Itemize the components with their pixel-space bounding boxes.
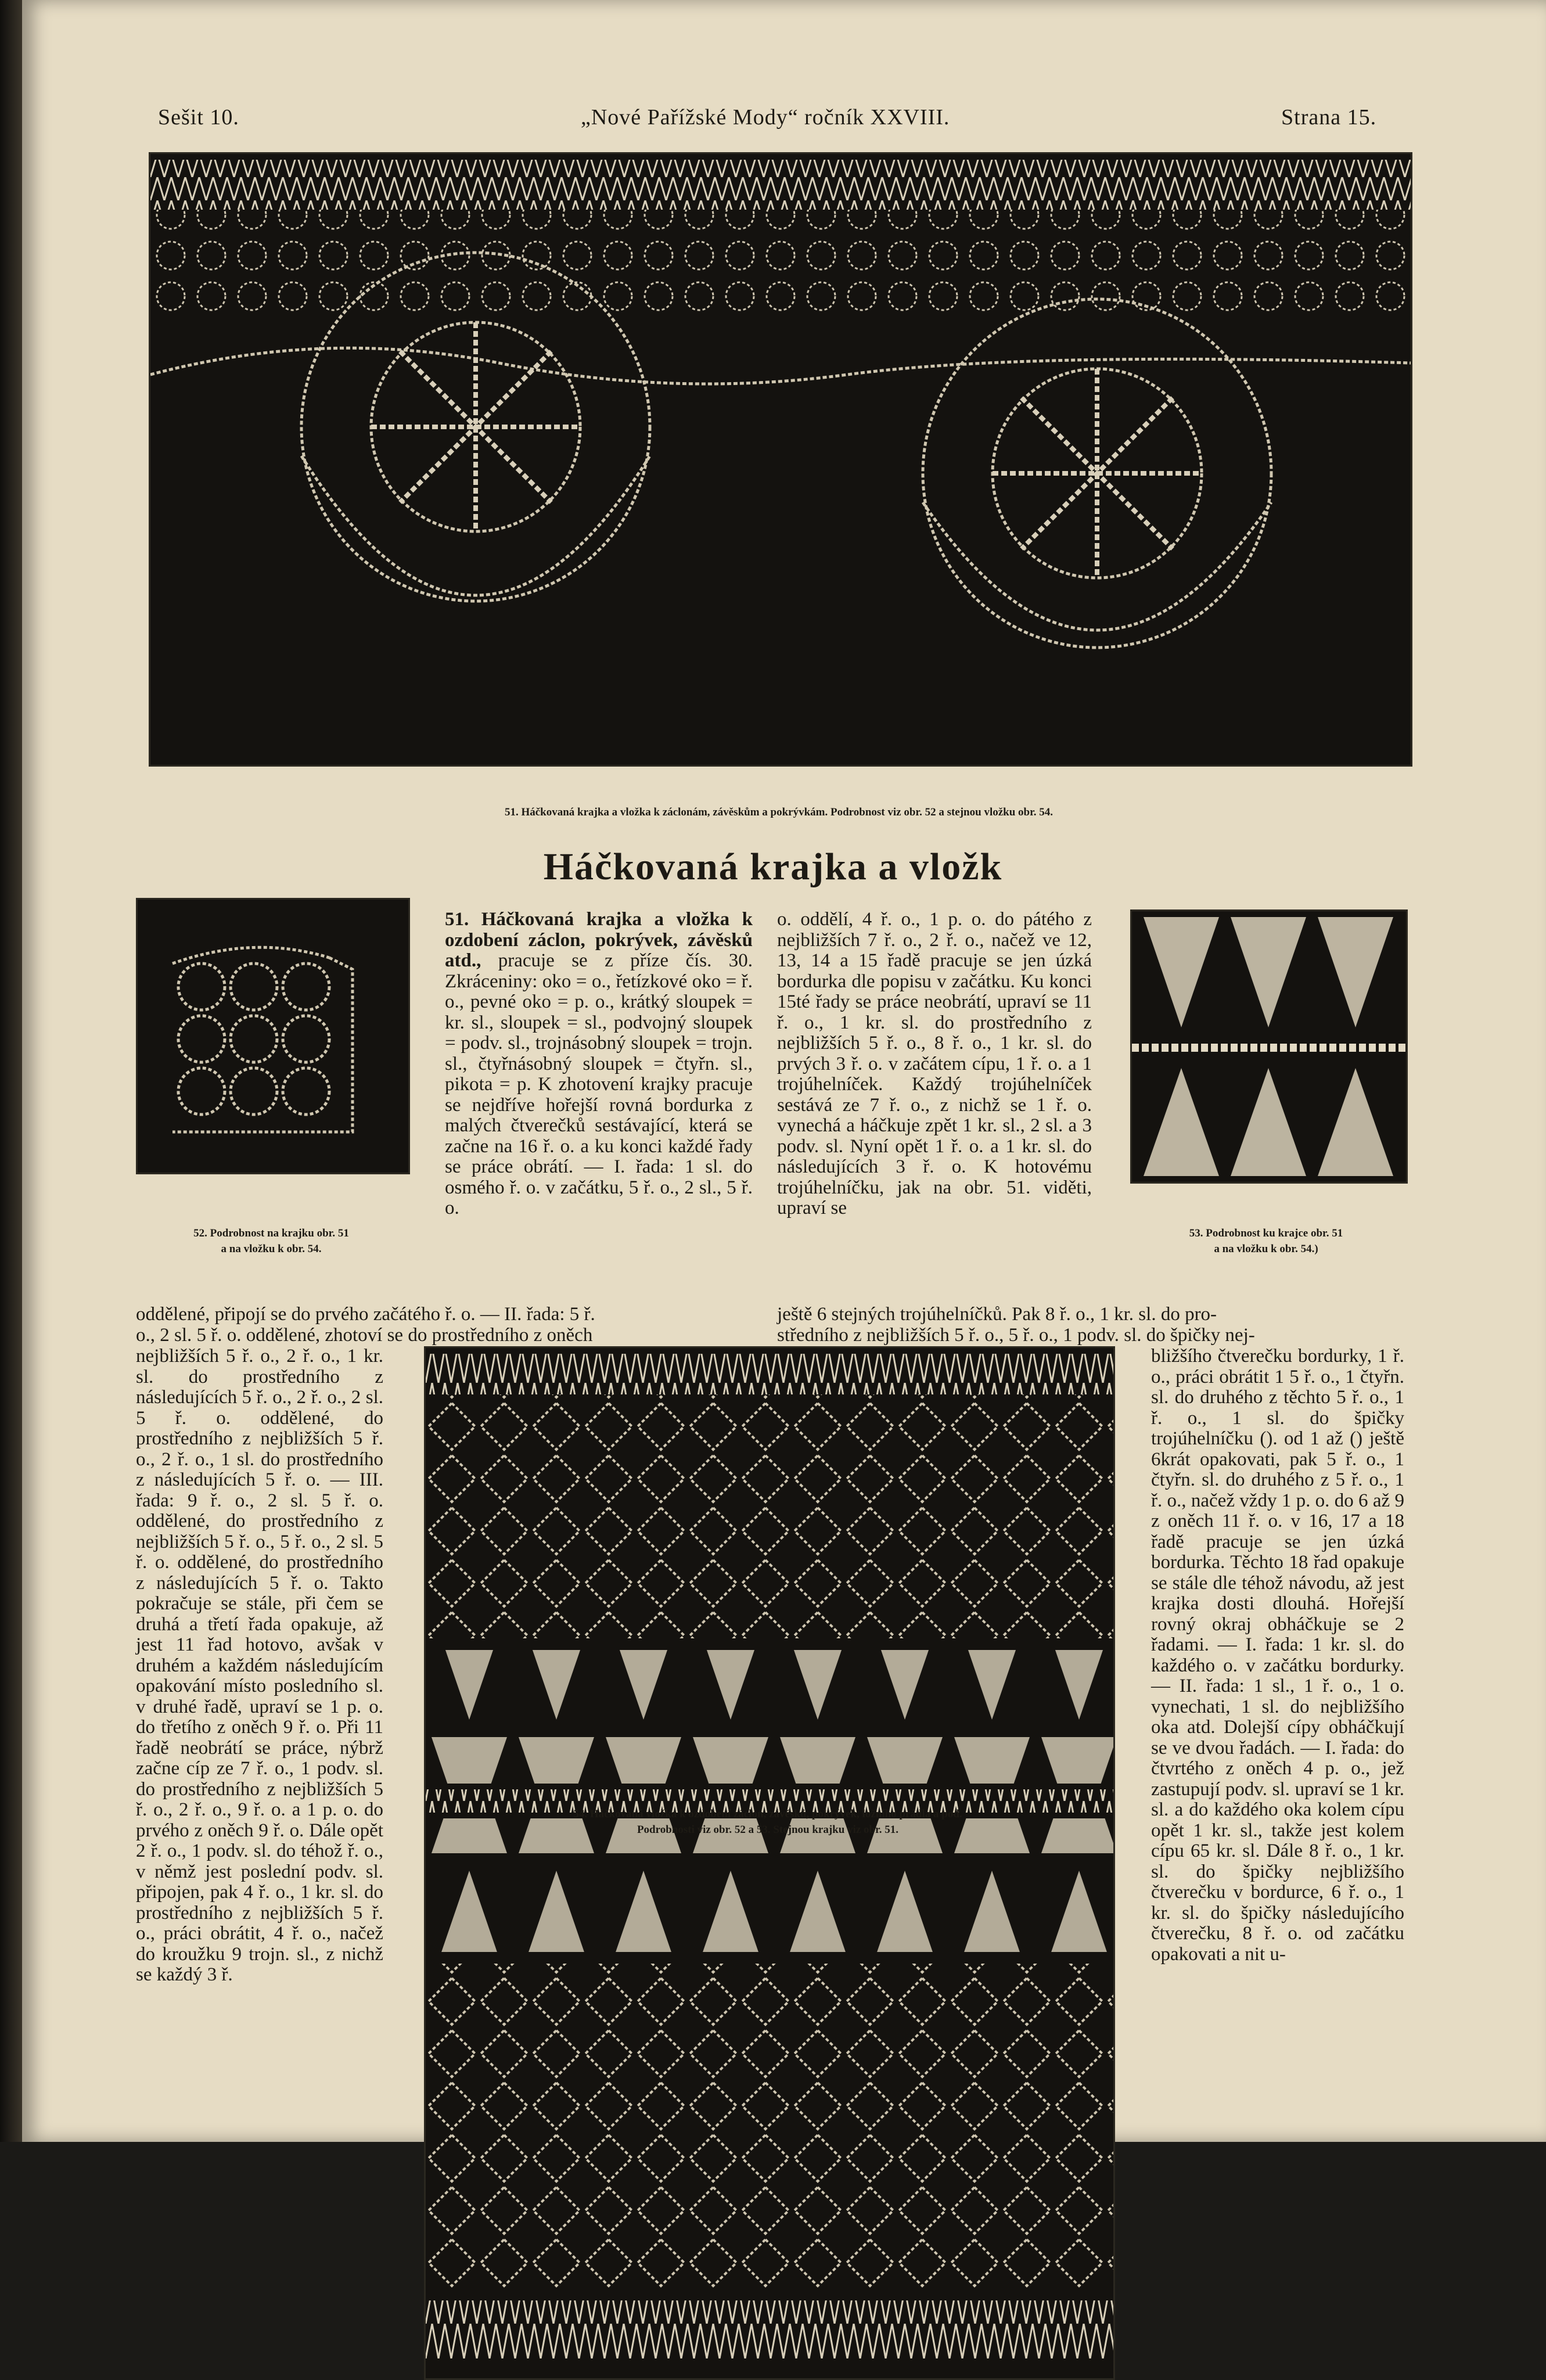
- article-full-line-2a: o., 2 sl. 5 ř. o. oddělené, zhotoví se do prostředního z oněch: [136, 1325, 593, 1346]
- figure-54-caption: [424, 1806, 1112, 1838]
- figure-54-insertion: [424, 1346, 1115, 2380]
- header-page-number: Strana 15.: [1281, 105, 1377, 130]
- article-full-line-1b: ještě 6 stejných trojúhelníčků. Pak 8 ř. o., 1 kr. sl. do pro-: [777, 1304, 1217, 1325]
- figure-52-caption-line-1: 52. Podrobnost na krajku obr. 51: [193, 1227, 349, 1239]
- figure-54-caption-line-2: Podrobnosti viz obr. 52 a 53. Stejnou krajku viz obr. 51.: [637, 1824, 899, 1836]
- article-lead: 51. Háčkovaná krajka a vložka k ozdobení záclon, pokrývek, závěsků atd.,: [445, 909, 753, 971]
- figure-51-caption: 51. Háčkovaná krajka a vložka k záclonám, závěskům a pokrývkám. Podrobnost viz obr. 52 a stejnou vložku obr. 54.: [504, 806, 1054, 818]
- article-column-middle: [445, 909, 753, 1219]
- header-magazine: „Nové Pařížské Mody“ ročník XXVIII.: [581, 105, 950, 130]
- article-full-line-1a: oddělené, připojí se do prvého začátého ř. o. — II. řada: 5 ř.: [136, 1304, 595, 1325]
- figure-54-caption-line-1: 54. Háčkovaná vložka k ozdobení záclon, závěsků, pokrývek, ložního prádla a pod.: [573, 1808, 962, 1820]
- article-body-middle: pracuje se z příze čís. 30. Zkráceniny: oko = o., řetízkové oko = ř. o., pevné oko = p. o., krátký sloupek = kr. sl., sloupek = sl., podvojný sloupek = podv. sl., trojnásobný sloupek = trojn. sl., čtyřnásobný sloupek = čtyřn. sl., pikota = p. K zhotovení krajky pracuje se nejdříve hořejší rovná bordurka z malých čtverečků sestávající, která se začne na 16 ř. o. a ku konci každé řady se práce obrátí. — I. řada: 1 sl. do osmého ř. o. v začátku, 5 ř. o., 2 sl., 5 ř. o.: [445, 950, 753, 1218]
- figure-51-lace-edging: [149, 152, 1412, 767]
- figure-52-caption-line-2: a na vložku k obr. 54.: [221, 1243, 322, 1255]
- article-column-left: nejbližších 5 ř. o., 2 ř. o., 1 kr. sl. do prostředního z následujících 5 ř. o., 2 ř. o., 2 sl. 5 ř. o. oddělené, do prostředního z nejbližších 5 ř. o., 2 ř. o., 1 sl. do prostředního z následujících 5 ř. o. — III. řada: 9 ř. o., 2 sl. 5 ř. o. oddělené, do prostředního z nejbližších 5 ř. o., 5 ř. o., 2 sl. 5 ř. o. oddělené, do prostředního z následujících 5 ř. o. Takto pokračuje se stále, při čem se druhá a třetí řada opakuje, až jest 11 řad hotovo, avšak v druhém a každém následujícím opakování místo posledního sl. v druhé řadě, upraví se 1 p. o. do třetího z oněch 9 ř. o. Při 11 řadě neobrátí se práce, nýbrž začne cíp ze 7 ř. o., 1 podv. sl. do prostředního z nejbližších 5 ř. o., 2 ř. o., 9 ř. o. a 1 p. o. do prvého z oněch 9 ř. o. Dále opět 2 ř. o., 1 podv. sl. do téhož ř. o., v němž jest poslední podv. sl. připojen, pak 4 ř. o., 1 kr. sl. do prostředního z nejbližších 5 ř. o., práci obrátit, 4 ř. o., načež do kroužku 9 trojn. sl., z nichž se každý 3 ř.: [136, 1346, 383, 1985]
- header-issue: Sešit 10.: [158, 105, 239, 130]
- article-full-line-2b: středního z nejbližších 5 ř. o., 5 ř. o., 1 podv. sl. do špičky nej-: [777, 1325, 1255, 1346]
- article-column-far-right: bližšího čtverečku bordurky, 1 ř. o., práci obrátit 1 5 ř. o., 1 čtyřn. sl. do druhého z těchto 5 ř. o., 1 ř. o., 1 sl. do špičky trojúhelníčku (). od 1 až () ještě 6krát opakovati, pak 5 ř. o., 1 čtyřn. sl. do druhého z 5 ř. o., 1 ř. o., načež vždy 1 p. o. do 6 až 9 z oněch 11 ř. o. v 16, 17 a 18 řadě pracuje se jen úzká bordurka. Těchto 18 řad opakuje se stále dle téhož návodu, až jest krajka dosti dlouhá. Hořejší rovný okraj obháčkuje se 2 řadami. — I. řada: 1 kr. sl. do každého o. v začátku bordurky. — II. řada: 1 sl., 1 ř. o., 1 o. vynechati, 1 sl. do nejbližšího oka atd. Dolejší cípy obháčkují se ve dvou řadách. — I. řada: do čtvrtého z oněch 4 p. o., jež zastupují podv. sl. upraví se 1 kr. sl. a do každého oka kolem cípu opět 1 kr. sl., takže jest kolem cípu 65 kr. sl. Dále 8 ř. o., 1 kr. sl. do špičky nejbližšího čtverečku v bordurce, 6 ř. o., 1 kr. sl. do špičky následujícího čtverečku, 8 ř. o. od začátku opakovati a nit u-: [1151, 1346, 1404, 1965]
- figure-53-caption-line-2: a na vložku k obr. 54.): [1214, 1243, 1318, 1255]
- figure-53-detail: [1130, 909, 1408, 1184]
- figure-53-caption-line-1: 53. Podrobnost ku krajce obr. 51: [1189, 1227, 1343, 1239]
- article-column-right: o. oddělí, 4 ř. o., 1 p. o. do pátého z nejbližších 7 ř. o., 2 ř. o., načež ve 12, 13, 14 a 15 řadě pracuje se jen úzká bordurka dle popisu v začátku. Ku konci 15té řady se práce neobrátí, upraví se 11 ř. o., 1 kr. sl. do prostředního z nejbližších 5 ř. o., 8 ř. o., 1 kr. sl. do prvých 3 ř. o. v začátem cípu, 1 ř. o. a 1 trojúhelníček. Každý trojúhelníček sestává ze 7 ř. o., z nichž se 1 ř. o. vynechá a háčkuje zpět 1 kr. sl., 2 sl. a 3 podv. sl. Nyní opět 1 ř. o. a 1 kr. sl. do následujících 3 ř. o. K hotovému trojúhelníčku, jak na obr. 51. viděti, upraví se: [777, 909, 1092, 1218]
- book-gutter: [0, 0, 22, 2142]
- figure-53-caption: [1115, 1225, 1417, 1257]
- article-title: Háčkovaná krajka a vložk: [543, 846, 1003, 888]
- figure-52-detail: [136, 898, 410, 1174]
- figure-52-caption: [136, 1225, 407, 1257]
